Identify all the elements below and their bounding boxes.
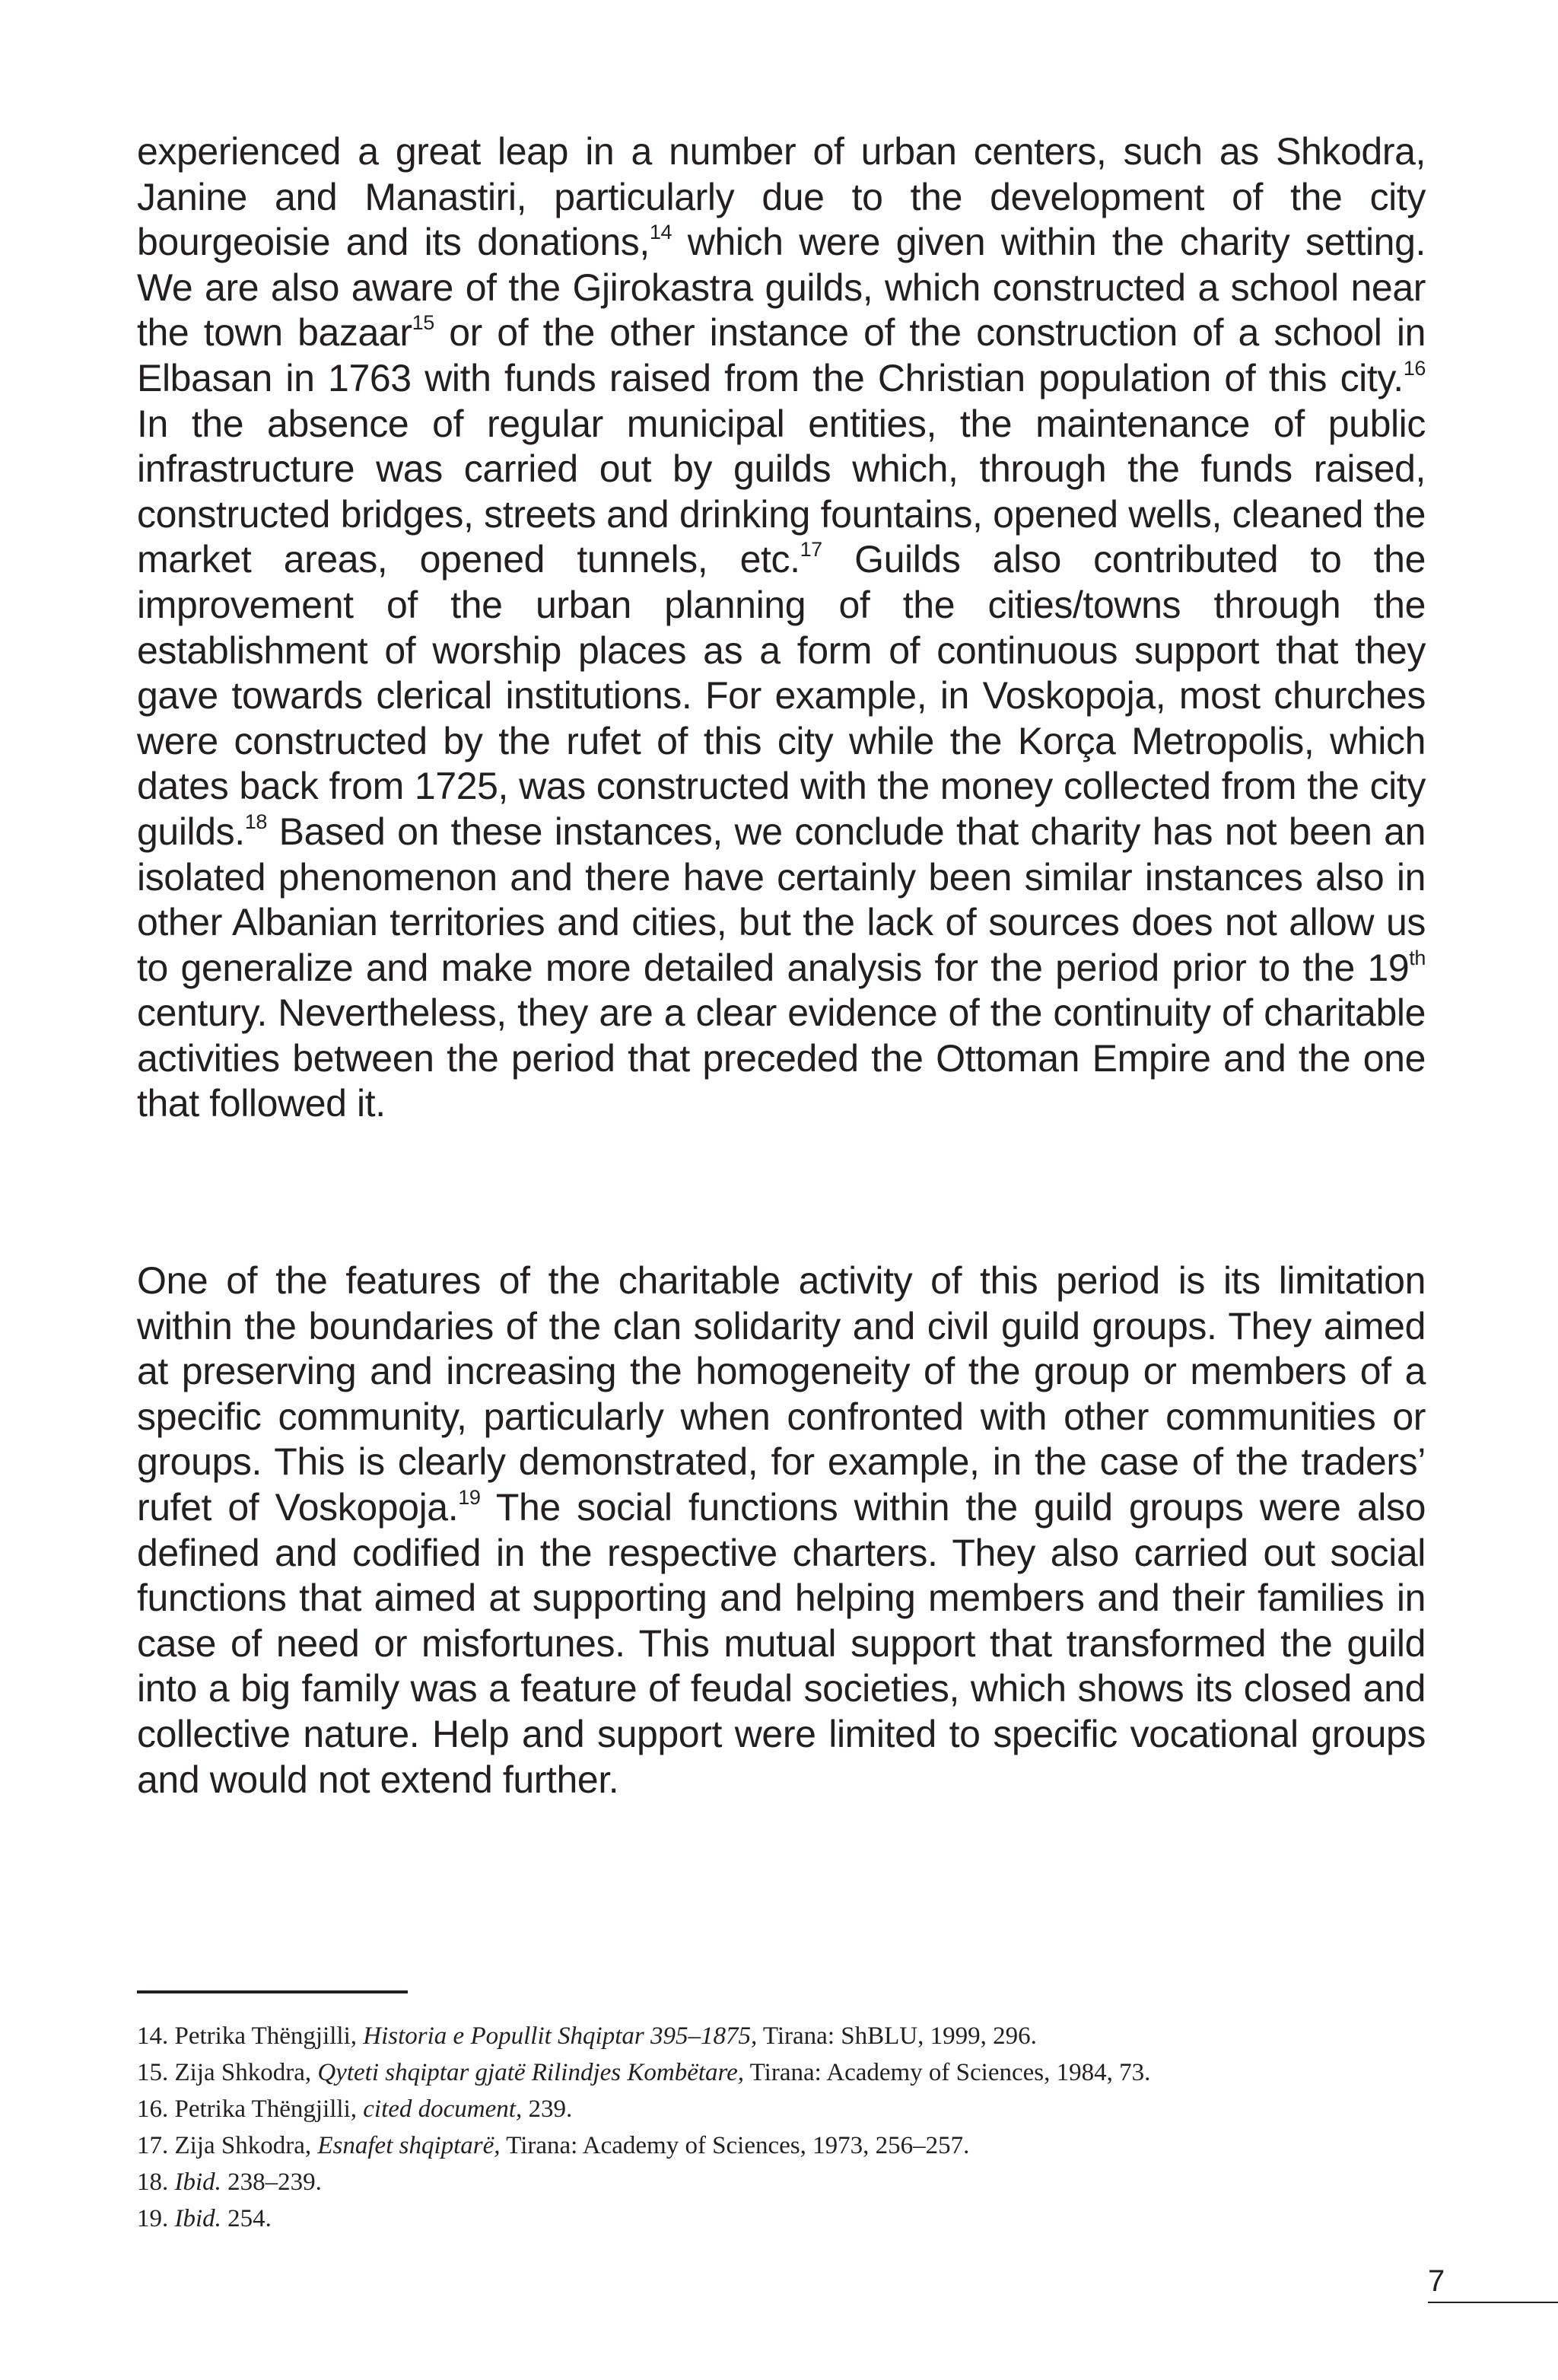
page-number-rule xyxy=(1428,2302,1558,2303)
body-paragraph-1 xyxy=(137,129,1426,1127)
paragraph-text: which were given within the charity setting. We are also aware of the Gjirokastra guilds, which constructed a school near the town bazaar xyxy=(137,221,1426,355)
footnote-text: Tirana: Academy of Sciences, 1984, 73. xyxy=(744,2059,1151,2086)
footnote-text: 14. Petrika Thëngjilli, xyxy=(137,2022,364,2050)
footnote-14 xyxy=(137,2018,1445,2054)
footnote-title: Esnafet shqiptarë, xyxy=(317,2132,501,2159)
footnotes-list xyxy=(137,2018,1445,2237)
footnote-text: 19. xyxy=(137,2205,175,2232)
paragraph-text: century. Nevertheless, they are a clear evidence of the continuity of charitable activities between the period that preceded the Ottoman Empire and the one that followed it. xyxy=(137,991,1426,1125)
footnote-ref-15[interactable]: 15 xyxy=(412,311,434,335)
paragraph-text: Based on these instances, we conclude that charity has not been an isolated phenomenon and there have certainly been similar instances also in other Albanian territories and cities, but the lack of sources does not allow us to generalize and make more detailed analysis for the period prior to the 19 xyxy=(137,810,1426,989)
footnote-text: 16. Petrika Thëngjilli, xyxy=(137,2095,364,2123)
paragraph-text: Guilds also contributed to the improvement of the urban planning of the cities/towns through the establishment of worship places as a form of continuous support that they gave towards clerical institutions. For example, in Voskopoja, most churches were constructed by the rufet of this city while the Korça Metropolis, which dates back from 1725, was constructed with the money collected from the city guilds. xyxy=(137,538,1426,853)
footnote-18 xyxy=(137,2164,1445,2200)
footnote-16 xyxy=(137,2091,1445,2127)
footnote-text: 238–239. xyxy=(221,2168,322,2196)
footnote-title: Ibid. xyxy=(174,2205,221,2232)
footnote-text: 15. Zija Shkodra, xyxy=(137,2059,318,2086)
paragraph-text: or of the other instance of the construction of a school in Elbasan in 1763 with funds raised from the Christian population of this city. xyxy=(137,311,1426,399)
footnote-text: 254. xyxy=(221,2205,272,2232)
page-number: 7 xyxy=(1428,2264,1445,2298)
body-paragraph-2 xyxy=(137,1258,1426,1803)
footnote-ref-17[interactable]: 17 xyxy=(800,538,822,562)
footnote-title: Ibid. xyxy=(174,2168,221,2196)
paragraph-text: In the absence of regular municipal entities, the maintenance of public infrastructure was carried out by guilds which, through the funds raised, constructed bridges, streets and drinking fountains, opened wells, cleaned the market areas, opened tunnels, etc. xyxy=(137,402,1426,581)
footnote-text: Tirana: ShBLU, 1999, 296. xyxy=(757,2022,1037,2050)
footnote-text: 18. xyxy=(137,2168,175,2196)
footnote-separator xyxy=(137,1990,408,1993)
ordinal-suffix: th xyxy=(1409,946,1426,969)
paragraph-text: One of the features of the charitable activity of this period is its limitation within the boundaries of the clan solidarity and civil guild groups. They aimed at preserving and increasing the homogeneity of the group or members of a specific community, particularly when confronted with other communities or groups. This is clearly demonstrated, for example, in the case of the traders’ rufet of Voskopoja. xyxy=(137,1259,1426,1529)
footnote-ref-14[interactable]: 14 xyxy=(649,221,672,244)
footnote-title: Historia e Popullit Shqiptar 395–1875, xyxy=(363,2022,758,2050)
footnote-ref-19[interactable]: 19 xyxy=(458,1485,481,1509)
footnote-text: 17. Zija Shkodra, xyxy=(137,2132,318,2159)
footnote-title: cited document, xyxy=(363,2095,523,2123)
paragraph-text: experienced a great leap in a number of urban centers, such as Shkodra, Janine and Manastiri, particularly due to the development of the city bourgeoisie and its donations, xyxy=(137,130,1426,264)
footnote-17 xyxy=(137,2127,1445,2164)
footnote-15 xyxy=(137,2054,1445,2091)
footnote-text: Tirana: Academy of Sciences, 1973, 256–257. xyxy=(500,2132,970,2159)
footnote-title: Qyteti shqiptar gjatë Rilindjes Kombëtare, xyxy=(317,2059,745,2086)
footnote-19 xyxy=(137,2200,1445,2237)
footnote-ref-18[interactable]: 18 xyxy=(244,810,267,833)
paragraph-text: The social functions within the guild groups were also defined and codified in the respective charters. They also carried out social functions that aimed at supporting and helping members and their families in case of need or misfortunes. This mutual support that transformed the guild into a big family was a feature of feudal societies, which shows its closed and collective nature. Help and support were limited to specific vocational groups and would not extend further. xyxy=(137,1485,1426,1801)
footnote-ref-16[interactable]: 16 xyxy=(1403,356,1426,380)
footnote-text: 239. xyxy=(522,2095,573,2123)
